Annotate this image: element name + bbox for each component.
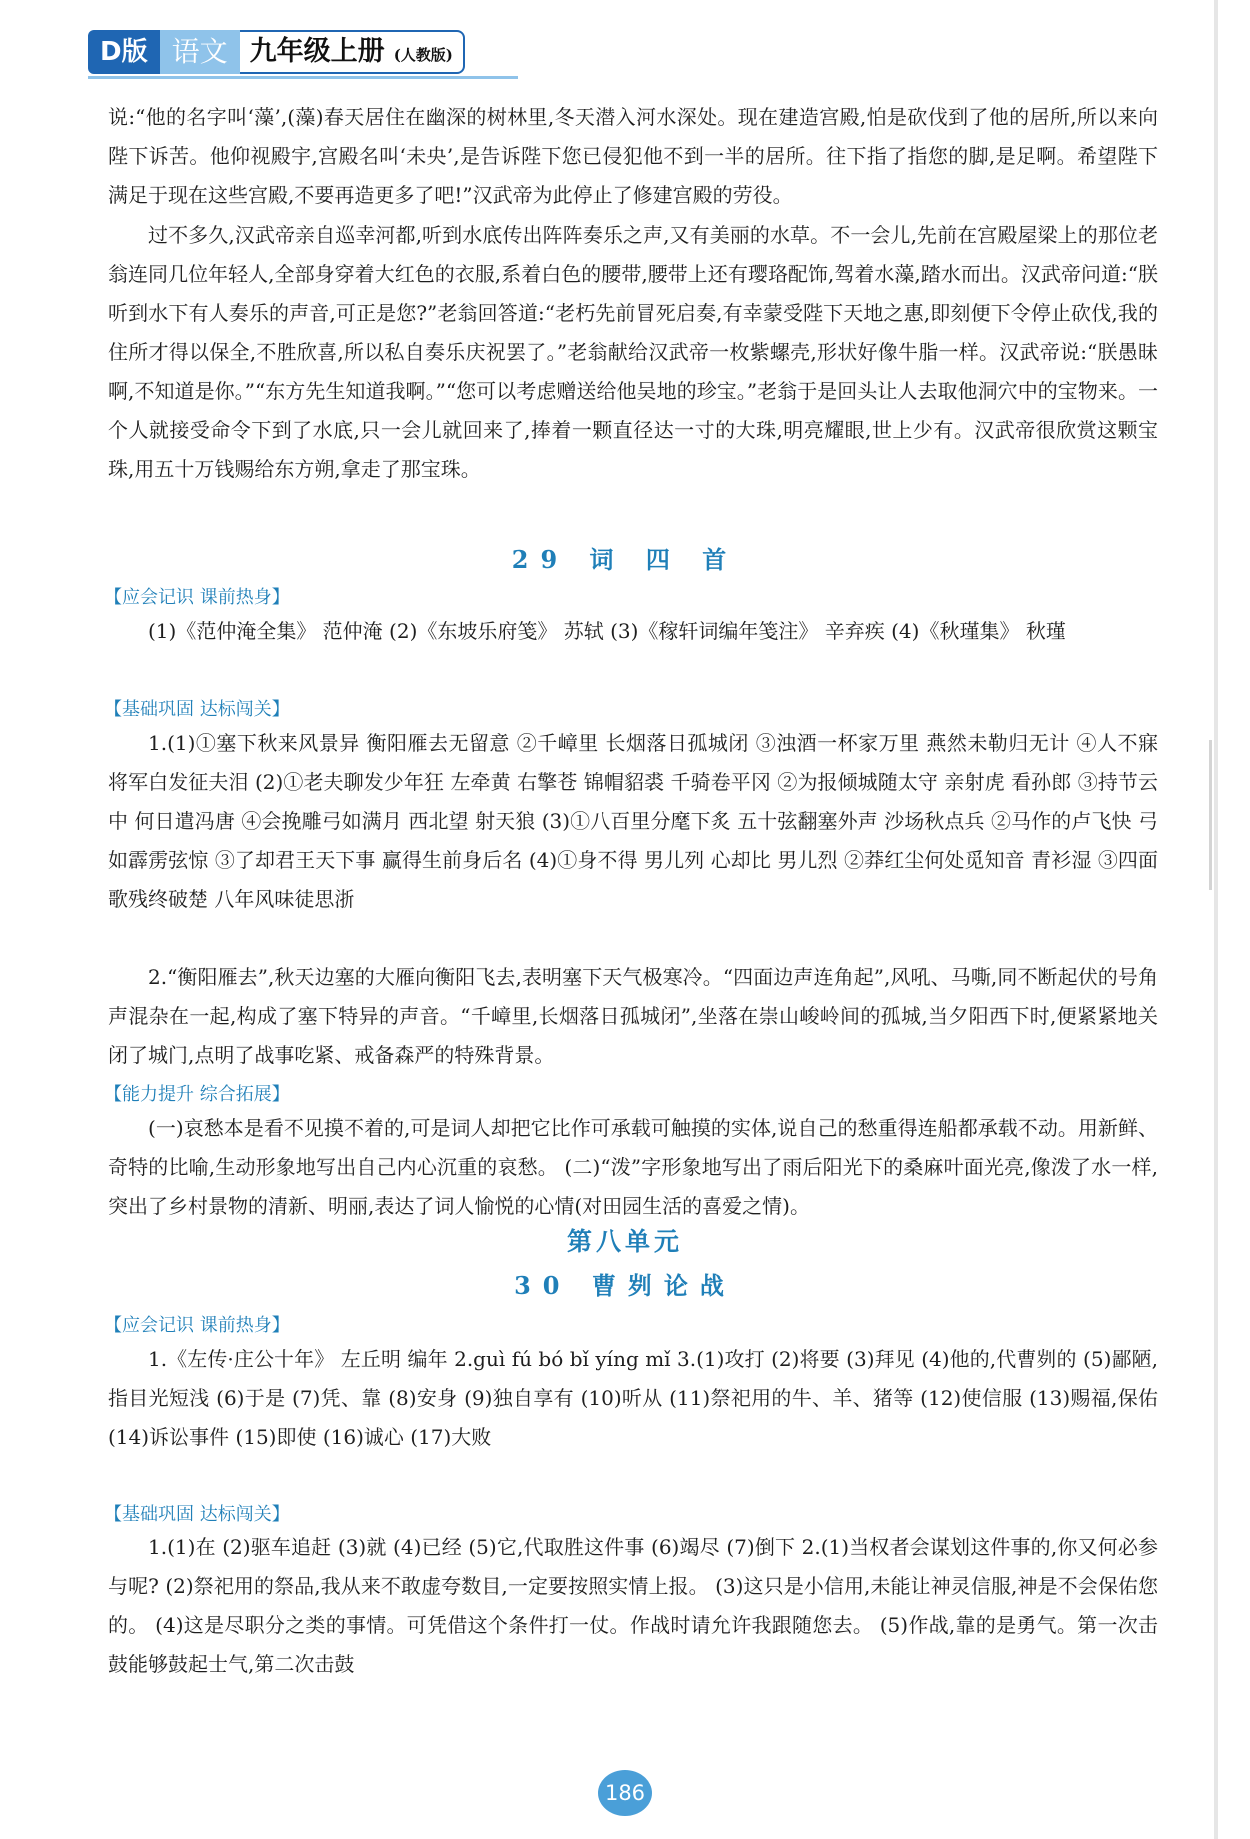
publisher-label: (人教版)	[393, 46, 453, 64]
running-header	[88, 30, 465, 74]
lesson-29-question-2: 2.“衡阳雁去”,秋天边塞的大雁向衡阳飞去,表明塞下天气极寒冷。“四面边声连角起”,风吼、马嘶,同不断起伏的号角声混杂在一起,构成了塞下特异的声音。“千嶂里,长烟落日孤城闭”,坐落在崇山峻岭间的孤城,当夕阳西下时,便紧紧地关闭了城门,点明了战事吃紧、戒备森严的特殊背景。	[108, 965, 1158, 1067]
lesson-29-extension-answers: (一)哀愁本是看不见摸不着的,可是词人却把它比作可承载可触摸的实体,说自己的愁重得连船都承载不动。用新鲜、奇特的比喻,生动形象地写出自己内心沉重的哀愁。 (二)“泼”字形象地写出了雨后阳光下的桑麻叶面光亮,像泼了水一样,突出了乡村景物的清新、明丽,表达了词人愉悦的心情(对田园生活的喜爱之情)。	[108, 1116, 1158, 1218]
intro-paragraph-1: 说:“他的名字叫‘藻’,(藻)春天居住在幽深的树林里,冬天潜入河水深处。现在建造宫殿,怕是砍伐到了他的居所,所以来向陛下诉苦。他仰视殿宇,宫殿名叫‘未央’,是告诉陛下您已侵犯他不到一半的居所。往下指了指您的脚,是足啊。希望陛下满足于现在这些宫殿,不要再造更多了吧!”汉武帝为此停止了修建宫殿的劳役。	[108, 105, 1158, 207]
lesson-29-title: 29 词 四 首	[511, 545, 739, 574]
lesson-30-tag-prep: 【应会记识 课前热身】	[104, 1315, 290, 1336]
lesson-29-tag-basic: 【基础巩固 达标闯关】	[104, 699, 290, 720]
lesson-29-tag-prep: 【应会记识 课前热身】	[104, 587, 290, 608]
book-title: 九年级上册	[249, 36, 385, 67]
subject-badge: 语文	[160, 30, 240, 74]
page-edge-mark	[1209, 740, 1212, 890]
lesson-30-question-1: 1.(1)在 (2)驱车追赶 (3)就 (4)已经 (5)它,代取胜这件事 (6)竭尽 (7)倒下 2.(1)当权者会谋划这件事的,你又何必参与呢? (2)祭祀用的祭品,我从来不敢虚夸数目,一定要按照实情上报。 (3)这只是小信用,未能让神灵信服,神是不会保佑您的。 (4)这是尽职分之类的事情。可凭借这个条件打一仗。作战时请允许我跟随您去。 (5)作战,靠的是勇气。第一次击鼓能够鼓起士气,第二次击鼓	[108, 1535, 1158, 1676]
lesson-30-prep-answers: 1.《左传·庄公十年》 左丘明 编年 2.guì fú bó bǐ yíng mǐ 3.(1)攻打 (2)将要 (3)拜见 (4)他的,代曹刿的 (5)鄙陋,指目光短浅 (6)于是 (7)凭、靠 (8)安身 (9)独自享有 (10)听从 (11)祭祀用的牛、羊、猪等 (12)使信服 (13)赐福,保佑 (14)诉讼事件 (15)即使 (16)诚心 (17)大败	[108, 1347, 1158, 1449]
intro-paragraph-2: 过不多久,汉武帝亲自巡幸河都,听到水底传出阵阵奏乐之声,又有美丽的水草。不一会儿,先前在宫殿屋梁上的那位老翁连同几位年轻人,全部身穿着大红色的衣服,系着白色的腰带,腰带上还有璎珞配饰,驾着水藻,踏水而出。汉武帝问道:“朕听到水下有人奏乐的声音,可正是您?”老翁回答道:“老朽先前冒死启奏,有幸蒙受陛下天地之惠,即刻便下令停止砍伐,我的住所才得以保全,不胜欣喜,所以私自奏乐庆祝罢了。”老翁献给汉武帝一枚紫螺壳,形状好像牛脂一样。汉武帝说:“朕愚昧啊,不知道是你。”“东方先生知道我啊。”“您可以考虑赠送给他吴地的珍宝。”老翁于是回头让人去取他洞穴中的宝物来。一个人就接受命令下到了水底,只一会儿就回来了,捧着一颗直径达一寸的大珠,明亮耀眼,世上少有。汉武帝很欣赏这颗宝珠,用五十万钱赐给东方朔,拿走了那宝珠。	[108, 223, 1158, 481]
lesson-29-prep-answers: (1)《范仲淹全集》 范仲淹 (2)《东坡乐府笺》 苏轼 (3)《稼轩词编年笺注》 辛弃疾 (4)《秋瑾集》 秋瑾	[148, 619, 1066, 643]
book-title-box	[240, 30, 465, 74]
lesson-30-title: 30 曹刿论战	[514, 1271, 736, 1300]
header-underline	[88, 76, 518, 79]
lesson-30-tag-basic: 【基础巩固 达标闯关】	[104, 1504, 290, 1525]
page-edge-shadow	[1214, 0, 1218, 1839]
edition-badge: D版	[88, 30, 160, 74]
lesson-29-question-1: 1.(1)①塞下秋来风景异 衡阳雁去无留意 ②千嶂里 长烟落日孤城闭 ③浊酒一杯家万里 燕然未勒归无计 ④人不寐 将军白发征夫泪 (2)①老夫聊发少年狂 左牵黄 右擎苍 锦帽貂裘 千骑卷平冈 ②为报倾城随太守 亲射虎 看孙郎 ③持节云中 何日遣冯唐 ④会挽雕弓如满月 西北望 射天狼 (3)①八百里分麾下炙 五十弦翻塞外声 沙场秋点兵 ②马作的卢飞快 弓如霹雳弦惊 ③了却君王天下事 赢得生前身后名 (4)①身不得 男儿列 心却比 男儿烈 ②莽红尘何处觅知音 青衫湿 ③四面歌残终破楚 八年风味徒思浙	[108, 731, 1158, 911]
page-number: 186	[598, 1770, 652, 1816]
unit-8-title: 第八单元	[566, 1227, 683, 1256]
lesson-29-tag-extension: 【能力提升 综合拓展】	[104, 1084, 290, 1105]
